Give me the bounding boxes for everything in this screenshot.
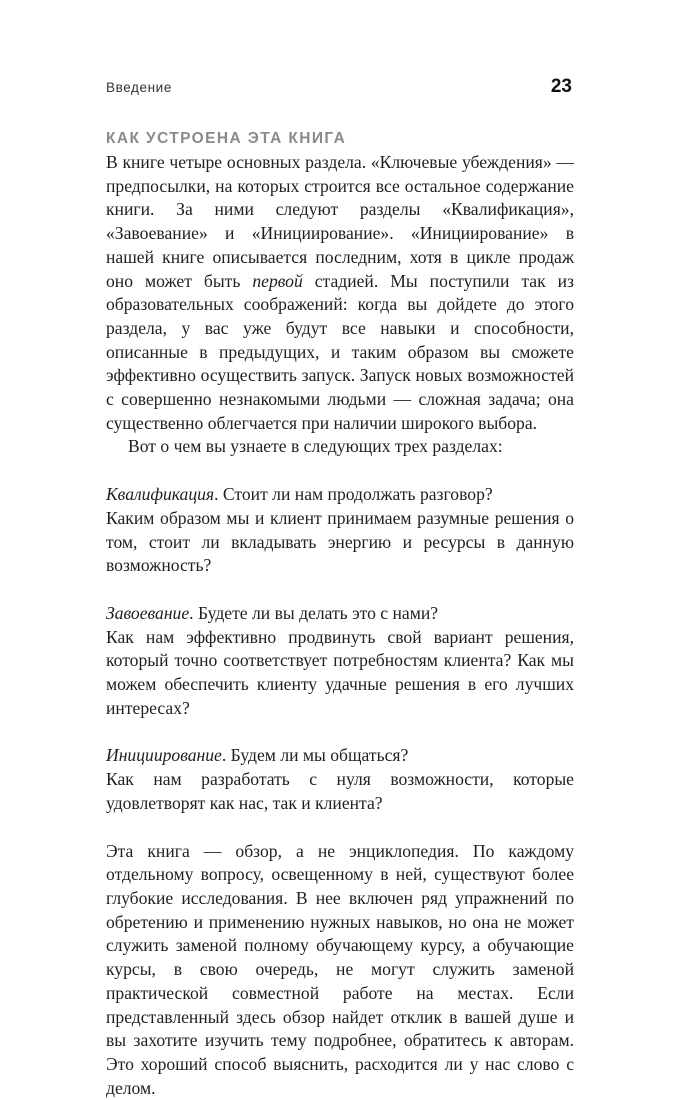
section-title-conquest: Завоевание xyxy=(106,602,190,623)
intro-paragraph xyxy=(106,151,574,435)
page-number: 23 xyxy=(550,76,572,97)
section-summary-initiation xyxy=(106,744,574,815)
intro-text-2: стадией. Мы поступили так из образовательных соображений: когда вы дойдете до этого раздела, у вас уже будут все навыки и способности, описанные в предыдущих, и таким образом вы сможете эффективно осуществить запуск. Запуск новых возможностей с совершенно незнакомыми людьми — сложная задача; она существенно облегчается при наличии широкого выбора. xyxy=(106,270,574,433)
section-title-initiation: Инициирование xyxy=(106,745,222,766)
section-title-qualification: Квалификация xyxy=(106,484,215,505)
section-summary-conquest xyxy=(106,602,574,721)
section-question-conquest: . Будете ли вы делать это с нами? xyxy=(189,602,439,623)
lead-in-paragraph: Вот о чем вы узнаете в следующих трех разделах: xyxy=(128,436,503,457)
section-question-initiation: . Будем ли мы общаться? xyxy=(221,745,409,766)
section-description-qualification: Каким образом мы и клиент принимаем разумные решения о том, стоит ли вкладывать энергию и ресурсы в данную возможность? xyxy=(106,507,574,576)
page-body xyxy=(106,126,574,1100)
section-description-initiation: Как нам разработать с нуля возможности, которые удовлетворят как нас, так и клиента? xyxy=(106,769,574,813)
intro-text-1: В книге четыре основных раздела. «Ключевые убеждения» — предпосылки, на которых строится все остальное содержание книги. За ними следуют разделы «Квалификация», «Завоевание» и «Инициирование». «Инициирование» в нашей книге описывается последним, хотя в цикле продаж оно может быть xyxy=(106,152,574,291)
running-head: Введение xyxy=(106,80,172,95)
closing-paragraph: Эта книга — обзор, а не энциклопедия. По каждому отдельному вопросу, освещенному в ней, существуют более глубокие исследования. В нее включен ряд упражнений по обретению и применению нужных навыков, но она не может служить заменой полному обучающему курсу, а обучающие курсы, в свою очередь, не могут служить заменой практической совместной работе на местах. Если представленный здесь обзор найдет отклик в вашей душе и вы захотите изучить тему подробнее, обратитесь к авторам. Это хороший способ выяснить, расходится ли у нас слово с делом. xyxy=(106,840,574,1098)
section-heading: КАК УСТРОЕНА ЭТА КНИГА xyxy=(106,130,347,147)
section-description-conquest: Как нам эффективно продвинуть свой вариант решения, который точно соответствует потребностям клиента? Как мы можем обеспечить клиенту удачные решения в его лучших интересах? xyxy=(106,626,574,718)
section-question-qualification: . Стоит ли нам продолжать разговор? xyxy=(214,484,493,505)
intro-emphasis: первой xyxy=(252,270,303,291)
section-summary-qualification xyxy=(106,483,574,578)
